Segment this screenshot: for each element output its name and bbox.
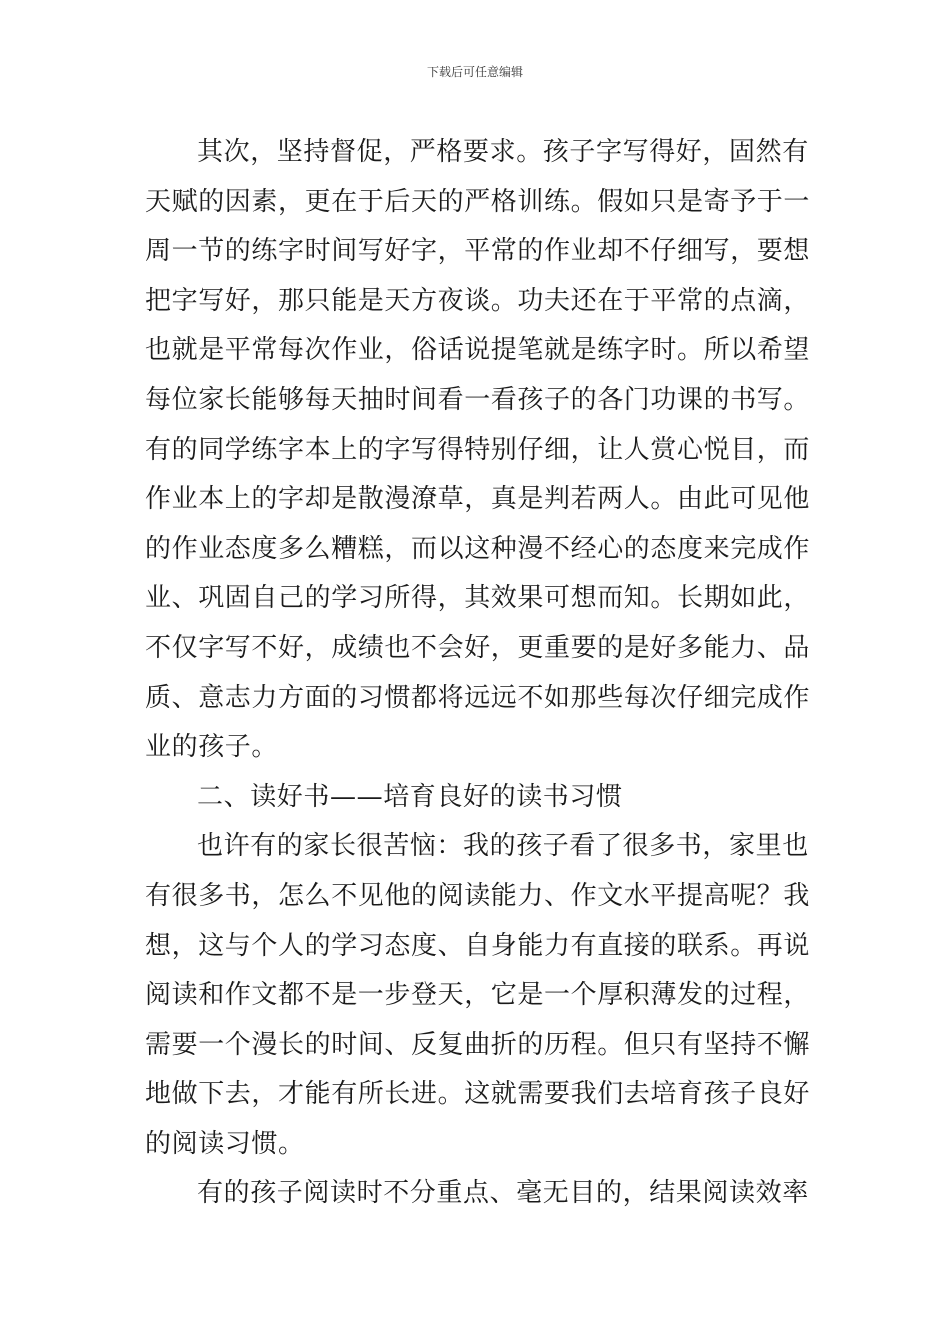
- text-line: 每位家长能够每天抽时间看一看孩子的各门功课的书写。: [145, 384, 811, 415]
- text-line: 的阅读习惯。: [145, 1128, 305, 1159]
- text-line: 有的孩子阅读时不分重点、毫无目的，结果阅读效率: [197, 1178, 809, 1209]
- text-line: 不仅字写不好，成绩也不会好，更重要的是好多能力、品: [145, 632, 811, 663]
- text-line: 天赋的因素，更在于后天的严格训练。假如只是寄予于一: [145, 186, 811, 217]
- text-line: 需要一个漫长的时间、反复曲折的历程。但只有坚持不懈: [145, 1029, 811, 1060]
- text-line: 也就是平常每次作业，俗话说提笔就是练字时。所以希望: [145, 335, 811, 366]
- text-line: 业的孩子。: [145, 732, 279, 763]
- text-line: 周一节的练字时间写好字，平常的作业却不仔细写，要想: [145, 236, 811, 267]
- text-line: 作业本上的字却是散漫潦草，真是判若两人。由此可见他: [145, 484, 811, 515]
- text-line: 把字写好，那只能是天方夜谈。功夫还在于平常的点滴，: [145, 285, 811, 316]
- text-line: 地做下去，才能有所长进。这就需要我们去培育孩子良好: [145, 1079, 811, 1110]
- text-line: 也许有的家长很苦恼：我的孩子看了很多书，家里也: [197, 831, 809, 862]
- text-line: 有的同学练字本上的字写得特别仔细，让人赏心悦目，而: [145, 434, 811, 465]
- text-line: 业、巩固自己的学习所得，其效果可想而知。长期如此，: [145, 583, 811, 614]
- text-line: 的作业态度多么糟糕，而以这种漫不经心的态度来完成作: [145, 533, 811, 564]
- text-line: 想，这与个人的学习态度、自身能力有直接的联系。再说: [145, 930, 811, 961]
- page-header-note: 下载后可任意编辑: [426, 65, 523, 79]
- text-line: 阅读和作文都不是一步登天，它是一个厚积薄发的过程，: [145, 980, 811, 1011]
- document-body: [145, 128, 811, 1219]
- section-heading: 二、读好书——培育良好的读书习惯: [197, 781, 623, 812]
- text-line: 有很多书，怎么不见他的阅读能力、作文水平提高呢？我: [145, 880, 811, 911]
- text-line: 质、意志力方面的习惯都将远远不如那些每次仔细完成作: [145, 682, 811, 713]
- text-line: 其次，坚持督促，严格要求。孩子字写得好，固然有: [197, 137, 809, 167]
